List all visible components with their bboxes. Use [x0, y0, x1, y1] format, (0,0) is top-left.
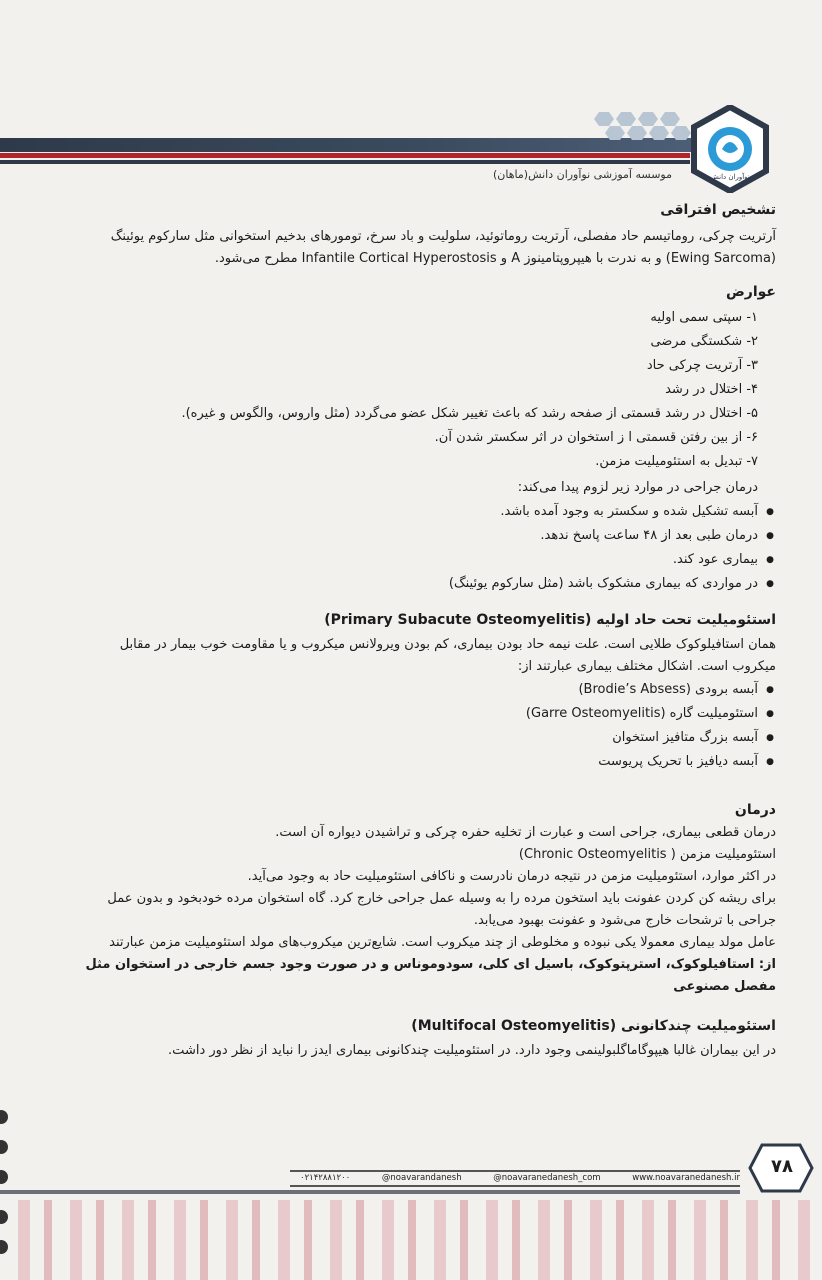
bullet-item: ● آبسه برودی (Brodie’s Absess) [56, 678, 776, 702]
hexagon-decoration [660, 112, 680, 126]
header-dark-stripe [0, 160, 690, 164]
footer-contacts [300, 1173, 740, 1183]
paragraph-line: در این بیماران غالبا هیپوگاماگلبولینمی وجود دارد. در استئومیلیت چندکانونی بیماری ایدز را نباید از نظر دور داشت. [168, 1043, 776, 1058]
bullet-item: ● آبسه تشکیل شده و سکستر به وجود آمده باشد. [56, 500, 776, 524]
section-title-differential: تشخیص افتراقی [660, 202, 776, 218]
svg-text:نوآوران دانش: نوآوران دانش [710, 173, 750, 181]
list-item: ۷- تبدیل به استئومیلیت مزمن. [595, 454, 758, 469]
paragraph-line: همان استافیلوکوک طلایی است. علت نیمه حاد بودن بیماری، کم بودن ویرولانس میکروب و یا مقاومت خوب بیمار در مقابل [119, 637, 776, 652]
website-link[interactable]: www.noavaranedanesh.ir [632, 1173, 740, 1183]
list-item: ۵- اختلال در رشد قسمتی از صفحه رشد که باعث تغییر شکل عضو می‌گردد (مثل واروس، والگوس و غیره). [181, 406, 758, 421]
paragraph-line: عامل مولد بیماری معمولا یکی نبوده و مخلوطی از چند میکروب است. شایع‌ترین میکروب‌های مولد استئومیلیت مزمن عبارتند [109, 935, 776, 950]
bullet-item: ● در مواردی که بیماری مشکوک باشد (مثل سارکوم یوئینگ) [56, 572, 776, 596]
list-item: ۱- سپتی سمی اولیه [650, 310, 758, 325]
main-content [56, 200, 776, 1062]
phone-text: ۰۲۱۴۲۸۸۱۲۰۰ [300, 1173, 351, 1183]
brand-name: موسسه آموزشی نوآوران دانش(ماهان) [493, 168, 672, 181]
paragraph-line: برای ریشه کن کردن عفونت باید استخون مرده را به وسیله عمل جراحی خارج کرد. گاه استخوان مرده خودبخود و بدون عمل [107, 891, 776, 906]
paragraph-line: آرتریت چرکی، روماتیسم حاد مفصلی، آرتریت روماتوئید، سلولیت و باد سرخ، تومورهای بدخیم استخوانی مثل سارکوم یوئینگ [110, 229, 776, 244]
list-item: ۴- اختلال در رشد [665, 382, 758, 397]
institute-logo [690, 105, 770, 193]
section-title-treatment: درمان [734, 802, 776, 818]
bottom-decorative-stripes [0, 1200, 822, 1280]
surgery-list [56, 500, 776, 596]
footer-rule [290, 1170, 740, 1172]
bullet-item: ● استئومیلیت گاره (Garre Osteomyelitis) [56, 702, 776, 726]
footer-rule [290, 1185, 740, 1187]
bullet-item: ● درمان طبی بعد از ۴۸ ساعت پاسخ ندهد. [56, 524, 776, 548]
section-title-multifocal: استئومیلیت چندکانونی (Multifocal Osteomyelitis) [411, 1018, 776, 1034]
paragraph-line: استئومیلیت مزمن ( Chronic Osteomyelitis) [518, 847, 776, 862]
bullet-item: ● بیماری عود کند. [56, 548, 776, 572]
hexagon-decoration [616, 112, 636, 126]
header-band [0, 138, 700, 152]
list-item: ۲- شکستگی مرضی [650, 334, 758, 349]
paragraph-line: (Ewing Sarcoma) و به ندرت با هیپروپتامینوز A و Infantile Cortical Hyperostosis مطرح می‌شود. [214, 251, 776, 266]
bullet-item: ● آبسه دیافیز با تحریک پریوست [56, 750, 776, 774]
section-title-subacute: استئومیلیت تحت حاد اولیه (Primary Subacute Osteomyelitis) [324, 612, 776, 628]
social-handle[interactable]: @noavarandanesh [381, 1173, 462, 1183]
section-title-complications: عوارض [725, 284, 776, 300]
paragraph-line: جراحی با ترشحات خارج می‌شود و عفونت بهبود می‌یابد. [473, 913, 776, 928]
bullet-item: ● آبسه بزرگ متافیز استخوان [56, 726, 776, 750]
paragraph-line: درمان قطعی بیماری، جراحی است و عبارت از تخلیه حفره چرکی و تراشیدن دیواره آن است. [275, 825, 776, 840]
page-number: ۷۸ [771, 1156, 793, 1177]
binding-hole [0, 1170, 8, 1184]
list-item: ۶- از بین رفتن قسمتی ا ز استخوان در اثر سکستر شدن آن. [434, 430, 758, 445]
binding-hole [0, 1140, 8, 1154]
hexagon-decoration [638, 112, 658, 126]
surgery-intro: درمان جراحی در موارد زیر لزوم پیدا می‌کند: [517, 480, 758, 495]
list-item: ۳- آرتریت چرکی حاد [646, 358, 758, 373]
subacute-list [56, 678, 776, 774]
complications-list [56, 306, 776, 474]
footer-bar [0, 1190, 740, 1194]
hexagon-decoration [594, 112, 614, 126]
paragraph-line: در اکثر موارد، استئومیلیت مزمن در نتیجه درمان نادرست و ناکافی استئومیلیت حاد به وجود می‌آید. [247, 869, 776, 884]
paragraph-line: میکروب است. اشکال مختلف بیماری عبارتند از: [517, 659, 776, 674]
header-red-stripe [0, 153, 690, 158]
paragraph-line: از: استافیلوکوک، استرپتوکوک، باسیل ای کلی، سودوموناس و در صورت وجود جسم خارجی در استخوان مثل مفصل مصنوعی [85, 957, 776, 994]
binding-hole [0, 1110, 8, 1124]
social-handle[interactable]: @noavaranedanesh_com [493, 1173, 601, 1183]
